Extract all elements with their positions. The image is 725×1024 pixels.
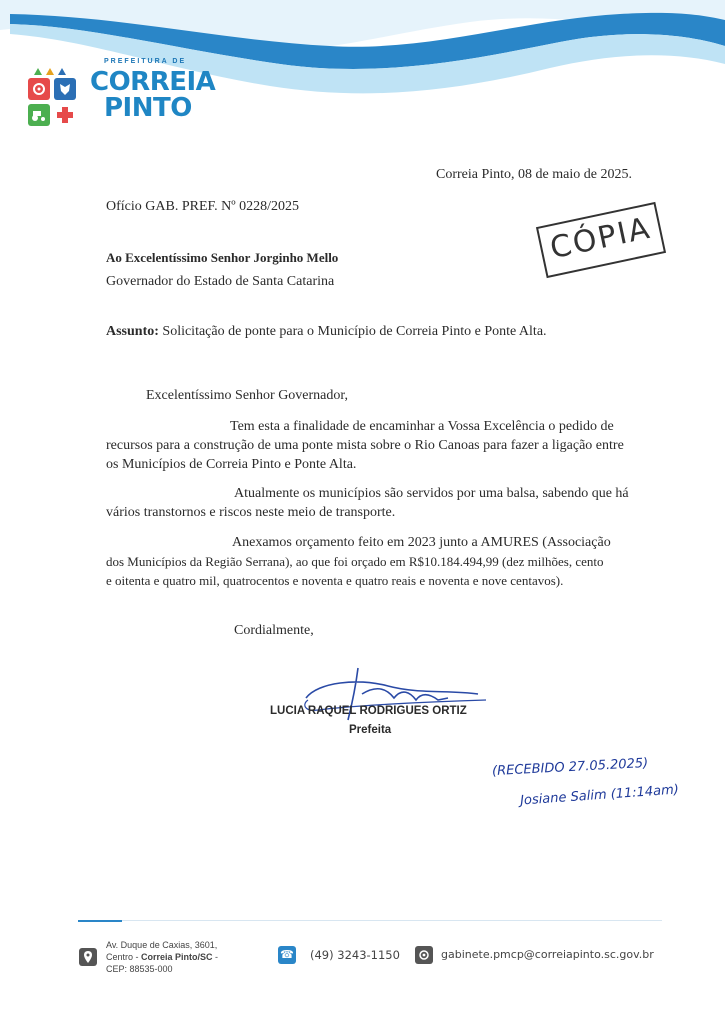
health-cross-icon (54, 104, 76, 126)
municipal-logo (26, 58, 226, 128)
email-address: gabinete.pmcp@correiapinto.sc.gov.br (441, 948, 654, 961)
subject-line (106, 322, 547, 341)
subject-text: Solicitação de ponte para o Município de Correia Pinto e Ponte Alta. (162, 324, 547, 339)
paragraph-1-line-3: os Municípios de Correia Pinto e Ponte Alta. (106, 457, 357, 472)
reference-number: Ofício GAB. PREF. Nº 0228/2025 (106, 199, 300, 214)
signer-role: Prefeita (349, 724, 392, 736)
tractor-glyph (31, 108, 47, 122)
phone-number: (49) 3243-1150 (310, 948, 400, 962)
copy-stamp: CÓPIA (536, 202, 666, 278)
address-line-1: Av. Duque de Caxias, 3601, (106, 940, 218, 950)
handwritten-received-note: (RECEBIDO 27.05.2025) (491, 755, 649, 780)
address-line-3: CEP: 88535-000 (106, 964, 173, 974)
fox-glyph (57, 81, 73, 97)
address-separator: - (212, 952, 219, 962)
place-date: Correia Pinto, 08 de maio de 2025. (436, 167, 632, 182)
closing: Cordialmente, (234, 623, 314, 638)
address-line-2 (106, 952, 218, 963)
address-district: Centro - (106, 952, 142, 962)
paragraph-3-line-1: Anexamos orçamento feito em 2023 junto a AMURES (Associação (232, 535, 611, 550)
subject-label: Assunto: (106, 324, 159, 339)
logo-name-line2: PINTO (104, 93, 192, 123)
map-pin-icon (79, 948, 97, 966)
paragraph-2-line-1: Atualmente os municípios são servidos por uma balsa, sabendo que há (234, 486, 629, 501)
paragraph-3-line-2: dos Municípios da Região Serrana), ao que foi orçado em R$10.184.494,99 (dez milhões, cento (106, 554, 604, 569)
recipient-title: Governador do Estado de Santa Catarina (106, 274, 335, 289)
logo-prefix: PREFEITURA DE (104, 58, 187, 65)
recipient-name: Ao Excelentíssimo Senhor Jorginho Mello (106, 250, 339, 265)
paragraph-1-line-2: recursos para a construção de uma ponte mista sobre o Rio Canoas para fazer a ligação entre (106, 438, 624, 453)
paragraph-3-line-3: e oitenta e quatro mil, quatrocentos e noventa e quatro reais e noventa e nove centavos). (106, 573, 564, 588)
salutation: Excelentíssimo Senhor Governador, (146, 388, 349, 403)
paragraph-2-line-2: vários transtornos e riscos neste meio de transporte. (106, 505, 396, 520)
logo-name-line1: CORREIA (90, 67, 216, 97)
signer-name: LUCIA RAQUEL RODRIGUES ORTIZ (270, 705, 467, 717)
footer-divider (122, 920, 662, 921)
email-icon (415, 946, 433, 964)
paragraph-1-line-1: Tem esta a finalidade de encaminhar a Vossa Excelência o pedido de (230, 419, 614, 434)
compass-glyph (31, 81, 47, 97)
footer-accent-line (78, 920, 122, 922)
address-city: Correia Pinto/SC (141, 952, 213, 962)
shovel-icon (32, 66, 72, 76)
handwritten-signature-note: Josiane Salim (11:14am) (519, 782, 680, 809)
logo-emblem (26, 76, 78, 128)
phone-icon: ☎ (278, 946, 296, 964)
